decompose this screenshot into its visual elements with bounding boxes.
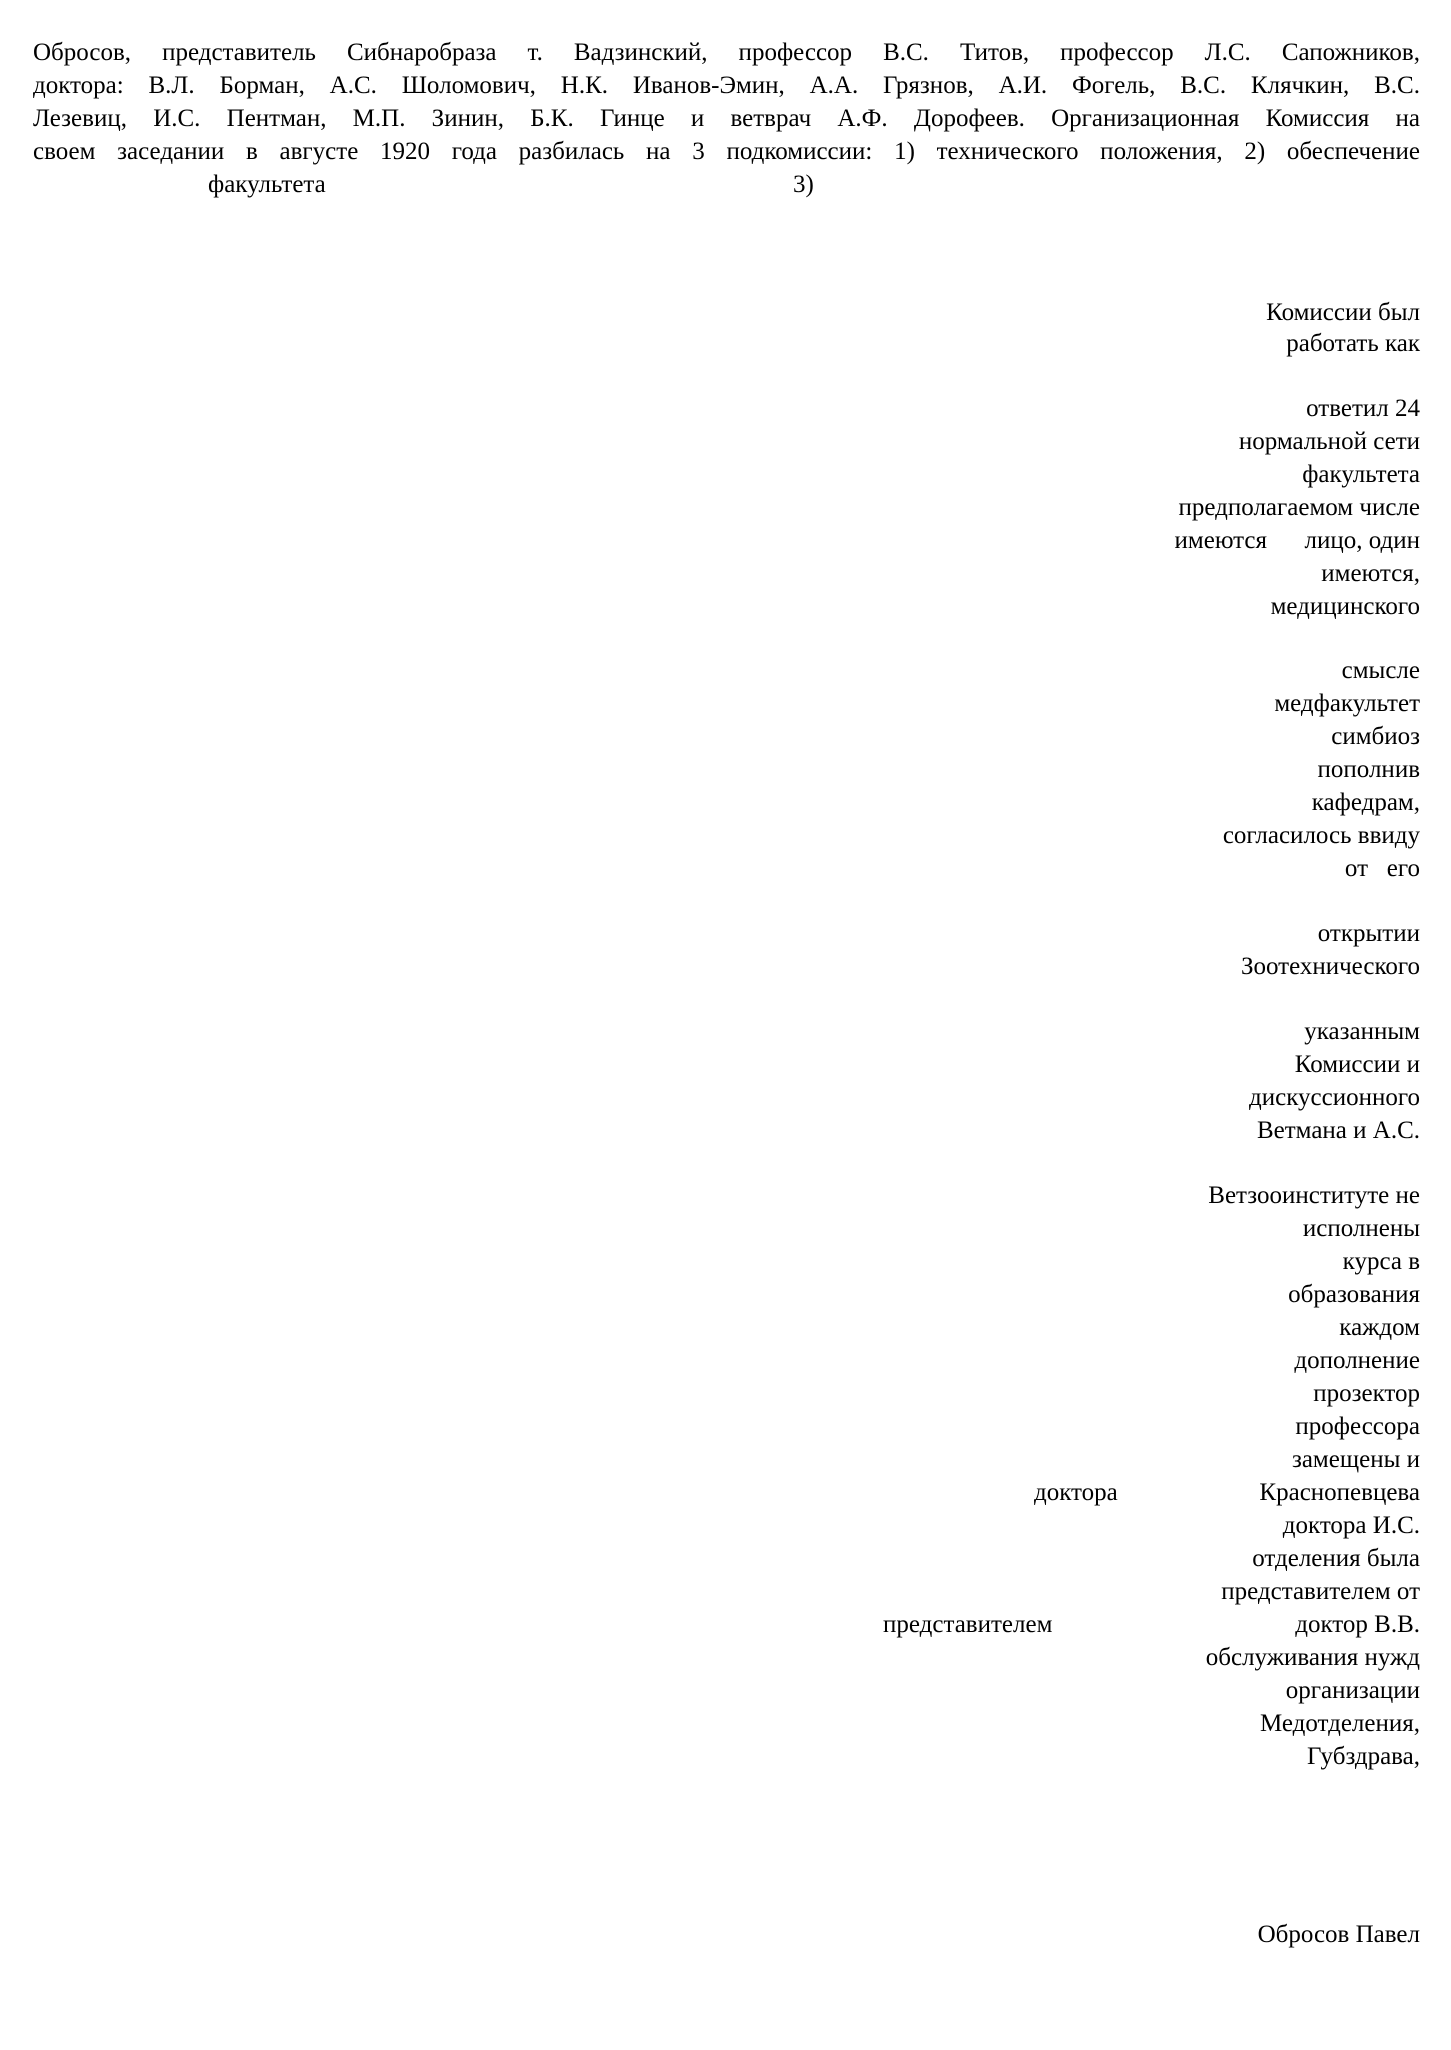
right-fragment: Губздрава, (1307, 1743, 1420, 1770)
right-fragment: имеются лицо, один (1174, 527, 1420, 554)
right-fragment: от его (1344, 855, 1420, 882)
mid-fragment-doktora: доктора (1034, 1479, 1118, 1506)
right-fragment: исполнены (1302, 1215, 1420, 1242)
right-fragment: обслуживания нужд (1205, 1644, 1420, 1671)
paragraph-line-1: Обросов, представитель Сибнаробраза т. Вадзинский, профессор В.С. Титов, профессор Л.С. Сапожников, (33, 39, 1420, 66)
right-fragment: представителем от (1221, 1578, 1420, 1605)
right-fragment: медфакультет (1274, 690, 1420, 717)
right-fragment: образования (1288, 1281, 1420, 1308)
right-fragment: открытии (1317, 920, 1420, 947)
signature-name: Обросов Павел (1257, 1921, 1420, 1948)
right-fragment: смысле (1341, 657, 1420, 684)
right-fragment: Комиссии и (1294, 1051, 1420, 1078)
line5-right-fragment: 3) (793, 171, 814, 198)
paragraph-line-3: Лезевиц, И.С. Пентман, М.П. Зинин, Б.К. Гинце и ветврач А.Ф. Дорофеев. Организационная Комиссия на (33, 105, 1420, 132)
right-fragment: ответил 24 (1306, 395, 1420, 422)
mid-fragment-predstavitelem: представителем (883, 1611, 1053, 1638)
right-fragment: курса в (1342, 1248, 1420, 1275)
paragraph-line-2: доктора: В.Л. Борман, А.С. Шоломович, Н.К. Иванов-Эмин, А.А. Грязнов, А.И. Фогель, В.С. Клячкин, В.С. (33, 72, 1420, 99)
right-fragment: имеются, (1321, 560, 1420, 587)
right-fragment: кафедрам, (1311, 789, 1420, 816)
right-fragment: согласилось ввиду (1222, 822, 1420, 849)
right-fragment: прозектор (1313, 1380, 1420, 1407)
right-fragment: Зоотехнического (1240, 953, 1420, 980)
paragraph-line-4: своем заседании в августе 1920 года разбилась на 3 подкомиссии: 1) технического положения, 2) обеспечение (33, 138, 1420, 165)
right-fragment: Комиссии был (1266, 299, 1420, 326)
right-fragment: работать как (1286, 330, 1420, 357)
right-fragment: дискуссионного (1249, 1084, 1420, 1111)
right-fragment: указанным (1304, 1018, 1420, 1045)
right-fragment: каждом (1339, 1314, 1420, 1341)
line5-left-fragment: факультета (208, 171, 326, 198)
right-fragment: нормальной сети (1238, 428, 1420, 455)
right-fragment: факультета (1302, 461, 1420, 488)
right-fragment: медицинского (1270, 593, 1420, 620)
right-fragment: отделения была (1252, 1545, 1420, 1572)
right-fragment: доктор В.В. (1295, 1611, 1420, 1638)
right-fragment: организации (1285, 1677, 1420, 1704)
right-fragment: Ветзооинституте не (1208, 1182, 1420, 1209)
right-fragment: симбиоз (1331, 723, 1420, 750)
right-fragment: замещены и (1291, 1446, 1420, 1473)
opening-paragraph (33, 36, 1420, 168)
right-fragment: профессора (1295, 1413, 1420, 1440)
right-fragment: пополнив (1317, 756, 1420, 783)
right-fragment: предполагаемом числе (1178, 494, 1420, 521)
right-fragment: Медотделения, (1259, 1710, 1420, 1737)
right-fragment: доктора И.С. (1282, 1512, 1420, 1539)
right-fragment: Ветмана и А.С. (1256, 1117, 1420, 1144)
right-fragment: дополнение (1294, 1347, 1420, 1374)
right-fragment: Краснопевцева (1259, 1479, 1420, 1506)
